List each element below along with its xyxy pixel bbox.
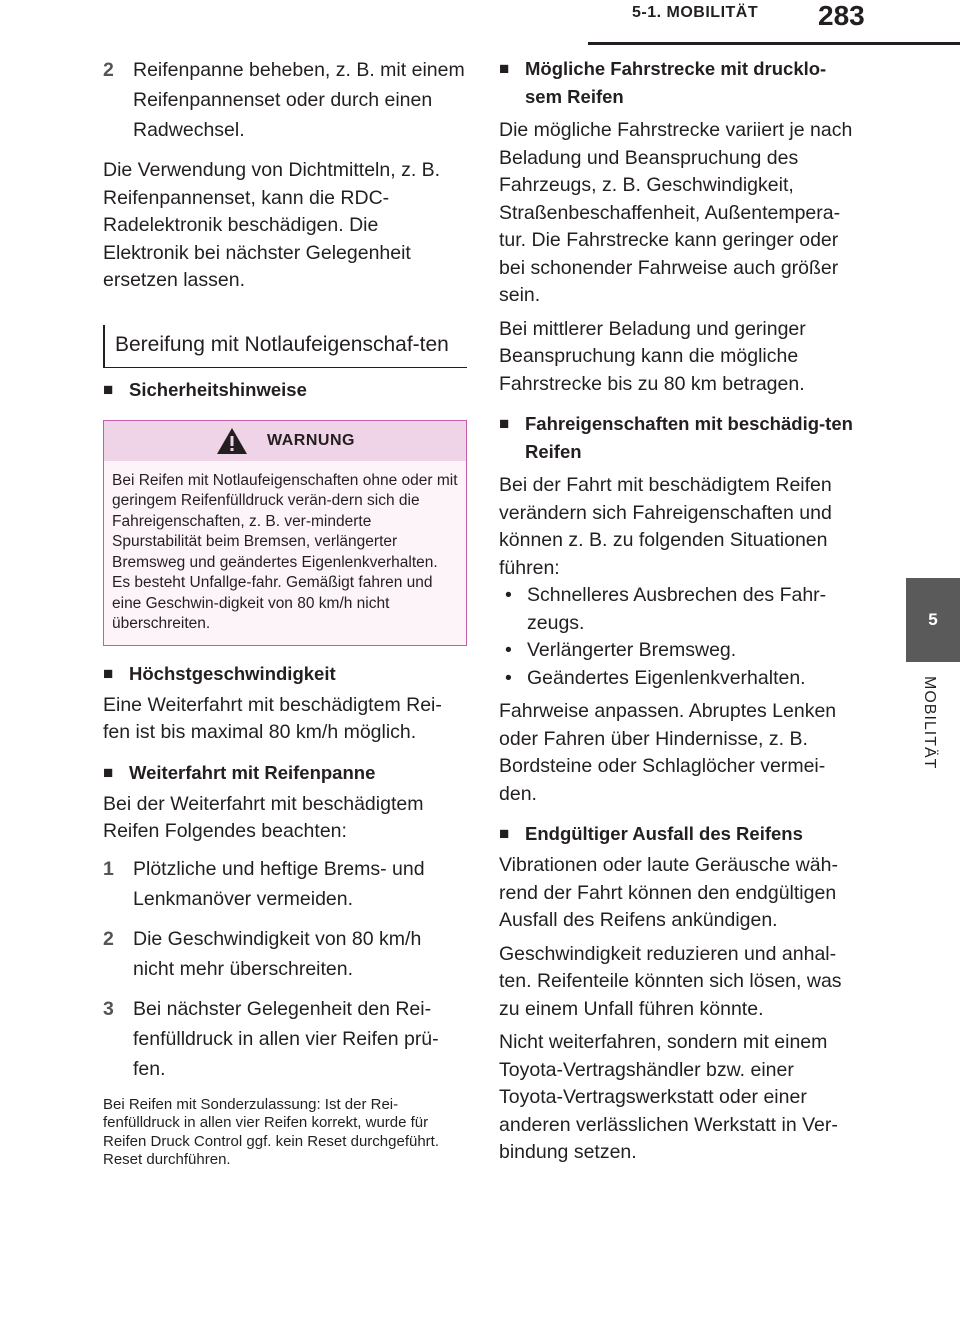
bullet-dot-icon: • xyxy=(505,666,512,689)
subsection-title xyxy=(103,325,467,368)
heading-text: Mögliche Fahrstrecke mit drucklo-sem Reifen xyxy=(525,58,827,107)
paragraph: Bei der Fahrt mit beschädigtem Reifen verändern sich Fahreigenschaften und können z. B. zu folgenden Situationen führen: xyxy=(499,474,832,579)
step-number: 3 xyxy=(103,997,114,1020)
step-item xyxy=(103,854,467,914)
list-item-text: Geändertes Eigenlenkverhalten. xyxy=(527,666,806,689)
paragraph: Bei mittlerer Beladung und geringer Beanspruchung kann die mögliche Fahrstrecke bis zu 80 km betragen. xyxy=(499,317,806,395)
paragraph: Vibrationen oder laute Geräusche wäh-rend der Fahrt können den endgültigen Ausfall des Reifens ankündigen. xyxy=(499,854,838,931)
paragraph: Eine Weiterfahrt mit beschädigtem Rei-fen ist bis maximal 80 km/h möglich. xyxy=(103,693,442,743)
warning-box xyxy=(103,420,467,646)
page-number: 283 xyxy=(818,0,865,31)
square-bullet-icon: ■ xyxy=(103,663,114,683)
step-number: 2 xyxy=(103,59,114,81)
chapter-tab[interactable]: 5 xyxy=(906,578,960,662)
step-item xyxy=(103,924,467,984)
list-item xyxy=(499,637,859,665)
list-item-text: Schnelleres Ausbrechen des Fahr-zeugs. xyxy=(527,584,827,634)
bullet-dot-icon: • xyxy=(505,584,512,606)
heading-text: Höchstgeschwindigkeit xyxy=(129,662,336,684)
paragraph: Bei der Weiterfahrt mit beschädigtem Reifen Folgendes beachten: xyxy=(103,792,424,842)
step-item xyxy=(103,994,467,1084)
warning-triangle-icon xyxy=(215,426,249,456)
warning-header xyxy=(104,421,466,461)
subsection-title-text: Bereifung mit Notlaufeigenschaf-ten xyxy=(115,332,449,356)
list-item xyxy=(499,582,859,637)
heading-failure xyxy=(499,820,859,848)
heading-handling xyxy=(499,410,859,466)
step-number: 1 xyxy=(103,857,114,880)
paragraph: Fahrweise anpassen. Abruptes Lenken oder Fahren über Hindernisse, z. B. Bordsteine oder Schlaglöcher vermei-den. xyxy=(499,700,837,805)
paragraph: Geschwindigkeit reduzieren und anhal-ten. Reifenteile könnten sich lösen, was zu einem Unfall führen könnte. xyxy=(499,942,842,1020)
square-bullet-icon: ■ xyxy=(499,414,510,433)
paragraph: Nicht weiterfahren, sondern mit einem Toyota-Vertragshändler bzw. einer Toyota-Vertragswerkstatt oder einer anderen verlässlichen Werkstatt in Ver-bindung setzen. xyxy=(499,1031,838,1163)
list-item-text: Verlängerter Bremsweg. xyxy=(527,639,737,661)
bullet-dot-icon: • xyxy=(505,639,512,661)
heading-text: Fahreigenschaften mit beschädig-ten Reifen xyxy=(525,413,853,462)
step-text: Bei nächster Gelegenheit den Rei-fenfülldruck in allen vier Reifen prü-fen. xyxy=(133,997,439,1080)
section-title: 5-1. MOBILITÄT xyxy=(632,4,759,21)
step-text: Plötzliche und heftige Brems- und Lenkmanöver vermeiden. xyxy=(133,857,425,910)
heading-continue xyxy=(103,759,467,787)
step-number: 2 xyxy=(103,927,114,950)
step-text: Reifenpanne beheben, z. B. mit einem Reifenpannenset oder durch einen Radwechsel. xyxy=(133,59,465,141)
left-column xyxy=(103,55,467,1170)
step-item xyxy=(103,55,467,145)
note: Bei Reifen mit Sonderzulassung: Ist der Rei-fenfülldruck in allen vier Reifen korrekt, wurde für Reifen Druck Control ggf. kein Reset durchgeführt. Reset durchführen. xyxy=(103,1095,439,1168)
warning-text: Bei Reifen mit Notlaufeigenschaften ohne oder mit geringem Reifenfülldruck verän-dern sich die Fahreigenschaften, z. B. ver-minderte Spurstabilität beim Bremsen, verlängerter Bremsweg und geändertes Eigenlenkverhalten. Es besteht Unfallge-fahr. Gemäßigt fahren und eine Geschwin-digkeit von 80 km/h nicht überschreiten. xyxy=(104,461,466,645)
heading-distance xyxy=(499,55,859,111)
step-text: Die Geschwindigkeit von 80 km/h nicht mehr überschreiten. xyxy=(133,927,422,980)
square-bullet-icon: ■ xyxy=(499,59,510,78)
chapter-tab-label: MOBILITÄT xyxy=(921,676,938,770)
heading-text: Sicherheitshinweise xyxy=(129,378,307,400)
warning-title: WARNUNG xyxy=(267,431,355,449)
paragraph: Die mögliche Fahrstrecke variiert je nach Beladung und Beanspruchung des Fahrzeugs, z. B. Geschwindigkeit, Straßenbeschaffenheit, Außentempera-tur. Die Fahrstrecke kann geringer oder bei schonender Fahrweise auch größer sein. xyxy=(499,119,853,306)
square-bullet-icon: ■ xyxy=(499,824,510,843)
heading-max-speed xyxy=(103,660,467,688)
square-bullet-icon: ■ xyxy=(103,762,114,782)
heading-safety xyxy=(103,376,467,404)
list-item xyxy=(499,665,859,693)
square-bullet-icon: ■ xyxy=(103,379,114,399)
header-rule xyxy=(588,42,960,45)
heading-text: Weiterfahrt mit Reifenpanne xyxy=(129,761,376,783)
right-column xyxy=(499,55,859,1167)
heading-text: Endgültiger Ausfall des Reifens xyxy=(525,823,803,844)
paragraph: Die Verwendung von Dichtmitteln, z. B. Reifenpannenset, kann die RDC-Radelektronik beschädigen. Die Elektronik bei nächster Gelegenheit ersetzen lassen. xyxy=(103,159,441,291)
